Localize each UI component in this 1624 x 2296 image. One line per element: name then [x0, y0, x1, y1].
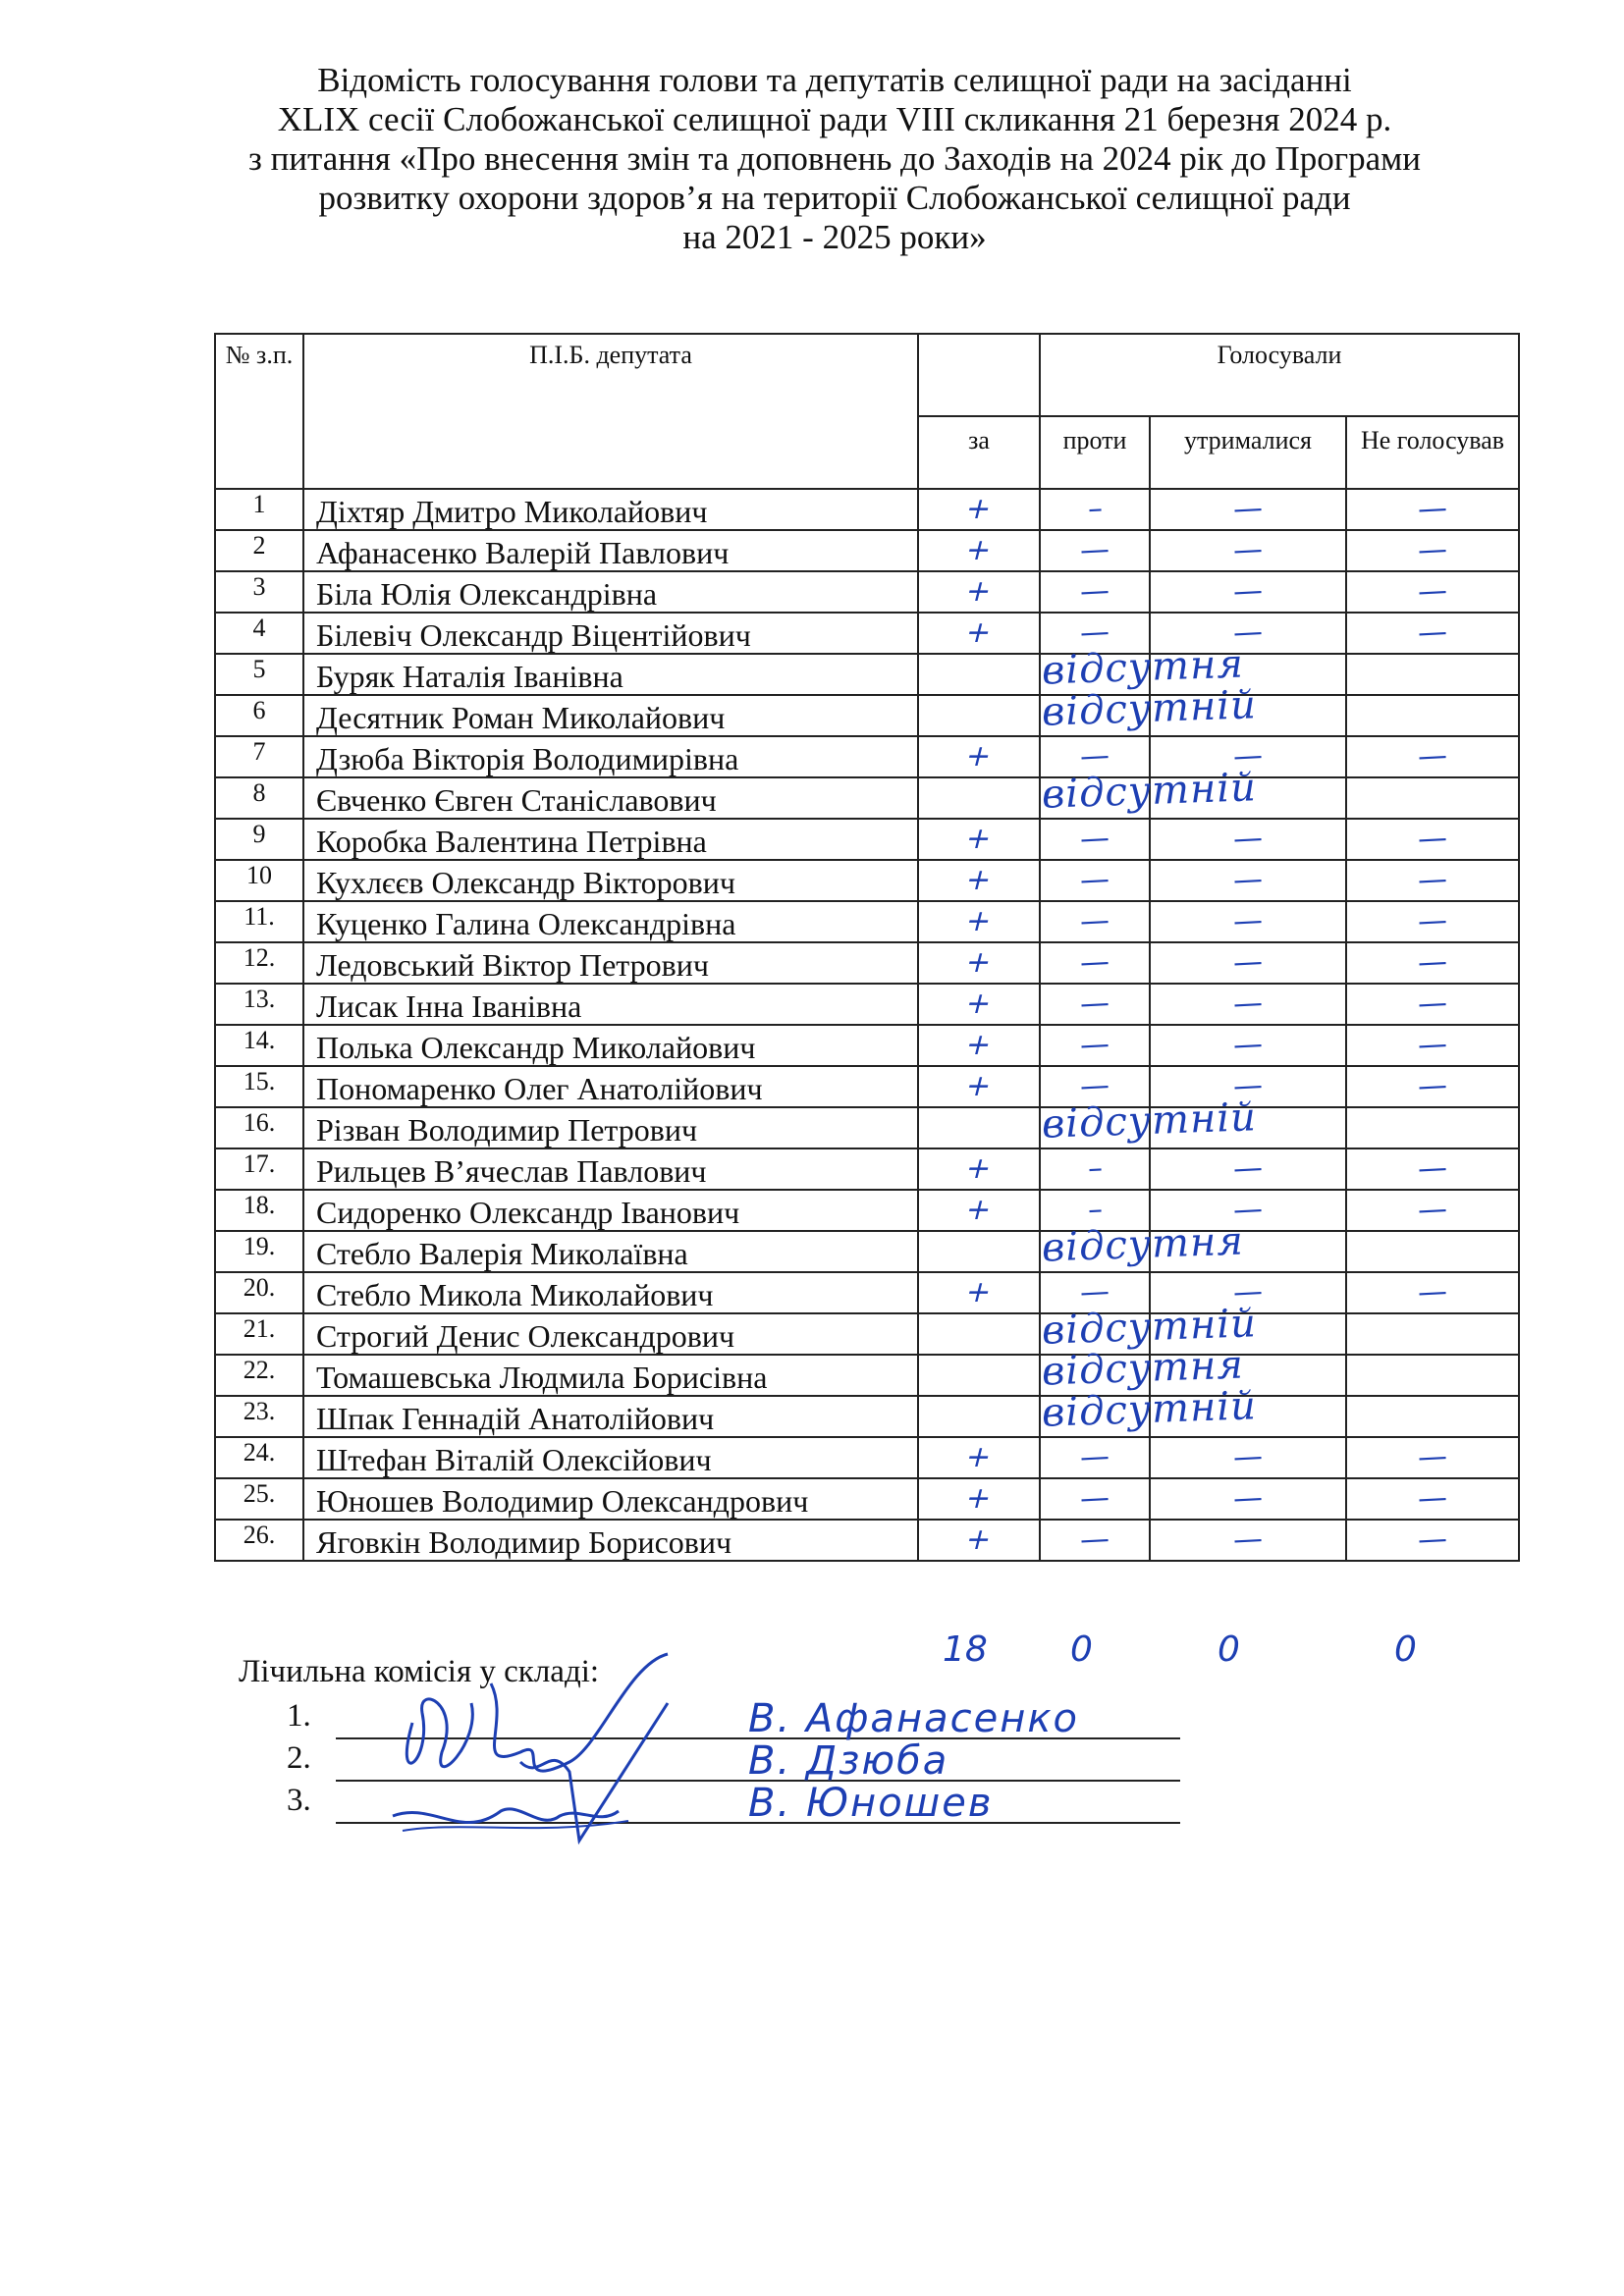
deputy-name: Сидоренко Олександр Іванович: [303, 1190, 918, 1231]
vote-abstained: [1150, 489, 1346, 530]
vote-for: [918, 819, 1040, 860]
deputy-name: Афанасенко Валерій Павлович: [303, 530, 918, 571]
vote-mark-dash: —: [1232, 614, 1264, 651]
vote-mark-dash: —: [1417, 491, 1448, 527]
deputy-name: Шпак Геннадій Анатолійович: [303, 1396, 918, 1437]
vote-mark-dash: —: [1232, 1439, 1264, 1475]
table-row: [215, 1231, 1519, 1272]
vote-against: [1040, 1148, 1150, 1190]
member-name: В. Афанасенко: [748, 1696, 1079, 1741]
vote-mark-dash: —: [1232, 1274, 1264, 1310]
row-number: 16.: [215, 1107, 303, 1148]
vote-against: [1040, 530, 1150, 571]
vote-mark-dash: —: [1079, 986, 1110, 1022]
vote-against: [1040, 1520, 1150, 1561]
vote-mark-dash: —: [1232, 1480, 1264, 1517]
vote-for: [918, 901, 1040, 942]
vote-abstained: [1150, 984, 1346, 1025]
vote-abstained: [1150, 777, 1346, 819]
vote-mark-dash: —: [1232, 944, 1264, 981]
deputy-name: Біла Юлія Олександрівна: [303, 571, 918, 613]
vote-mark-dash: —: [1079, 944, 1110, 981]
vote-for: [918, 860, 1040, 901]
vote-mark-dash: —: [1417, 1439, 1448, 1475]
header-number: № з.п.: [215, 334, 303, 489]
vote-not-voted: [1346, 1066, 1519, 1107]
table-row: [215, 489, 1519, 530]
table-row: [215, 777, 1519, 819]
vote-for: [918, 613, 1040, 654]
absent-note: відсутній: [1041, 1095, 1258, 1148]
vote-not-voted: [1346, 571, 1519, 613]
member-index: 2.: [287, 1740, 311, 1776]
total-abstained: 0: [1218, 1629, 1240, 1670]
vote-abstained: [1150, 1025, 1346, 1066]
vote-against: [1040, 1396, 1150, 1437]
vote-not-voted: [1346, 1396, 1519, 1437]
vote-against: [1040, 1437, 1150, 1478]
vote-for: [918, 1148, 1040, 1190]
row-number: 23.: [215, 1396, 303, 1437]
vote-abstained: [1150, 571, 1346, 613]
row-number: 14.: [215, 1025, 303, 1066]
vote-not-voted: [1346, 901, 1519, 942]
vote-not-voted: [1346, 1355, 1519, 1396]
vote-abstained: [1150, 695, 1346, 736]
table-row: [215, 1355, 1519, 1396]
vote-totals: [923, 1629, 1512, 1669]
deputy-name: Юношев Володимир Олександрович: [303, 1478, 918, 1520]
vote-not-voted: [1346, 860, 1519, 901]
vote-not-voted: [1346, 695, 1519, 736]
vote-for: [918, 682, 1258, 736]
vote-not-voted: [1346, 1520, 1519, 1561]
header-name: П.І.Б. депутата: [303, 334, 918, 489]
vote-mark-dash: —: [1079, 862, 1110, 898]
table-row: [215, 1066, 1519, 1107]
vote-mark-dash: —: [1232, 491, 1264, 527]
deputy-name: Буряк Наталія Іванівна: [303, 654, 918, 695]
deputy-name: Стебло Микола Миколайович: [303, 1272, 918, 1313]
vote-mark-plus: +: [962, 1440, 997, 1474]
absent-note: відсутній: [1041, 765, 1258, 818]
vote-mark-dash: –: [1086, 491, 1104, 527]
vote-mark-dash: —: [1232, 903, 1264, 939]
vote-for: [918, 1218, 1245, 1272]
table-row: [215, 1148, 1519, 1190]
vote-mark-plus: +: [962, 1522, 997, 1557]
deputy-name: Євченко Євген Станіславович: [303, 777, 918, 819]
total-not-voted: 0: [1394, 1629, 1417, 1670]
header-not-voted: Не голосував: [1346, 416, 1519, 489]
vote-not-voted: [1346, 777, 1519, 819]
vote-mark-dash: —: [1079, 1480, 1110, 1517]
deputy-name: Стебло Валерія Миколаївна: [303, 1231, 918, 1272]
vote-mark-dash: —: [1079, 1068, 1110, 1104]
header-voted: Голосували: [1040, 334, 1519, 416]
table-row: [215, 1396, 1519, 1437]
vote-abstained: [1150, 1148, 1346, 1190]
vote-for: [918, 1520, 1040, 1561]
vote-mark-dash: —: [1232, 1192, 1264, 1228]
vote-mark-plus: +: [962, 863, 997, 897]
vote-mark-plus: +: [962, 574, 997, 609]
row-number: 20.: [215, 1272, 303, 1313]
row-number: 2: [215, 530, 303, 571]
vote-for: [918, 736, 1040, 777]
vote-abstained: [1150, 942, 1346, 984]
vote-for: [918, 1066, 1040, 1107]
vote-mark-dash: —: [1079, 1439, 1110, 1475]
deputy-name: Полька Олександр Миколайович: [303, 1025, 918, 1066]
vote-not-voted: [1346, 1478, 1519, 1520]
vote-against: [1040, 1231, 1150, 1272]
title-line: на 2021 - 2025 роки»: [682, 218, 987, 256]
deputy-name: Ледовський Віктор Петрович: [303, 942, 918, 984]
table-row: [215, 1478, 1519, 1520]
table-row: [215, 819, 1519, 860]
vote-not-voted: [1346, 1107, 1519, 1148]
vote-mark-plus: +: [962, 1028, 997, 1062]
table-row: [215, 1025, 1519, 1066]
deputy-name: Лисак Інна Іванівна: [303, 984, 918, 1025]
vote-mark-dash: —: [1417, 862, 1448, 898]
deputy-name: Яговкін Володимир Борисович: [303, 1520, 918, 1561]
vote-abstained: [1150, 901, 1346, 942]
title-line: Відомість голосування голови та депутатів селищної ради на засіданні: [317, 61, 1352, 99]
vote-mark-dash: —: [1417, 573, 1448, 610]
member-name: В. Дзюба: [748, 1738, 949, 1784]
vote-for: [918, 1437, 1040, 1478]
vote-for: [918, 1095, 1258, 1148]
deputy-name: Куценко Галина Олександрівна: [303, 901, 918, 942]
vote-not-voted: [1346, 736, 1519, 777]
vote-against: [1040, 1478, 1150, 1520]
vote-mark-dash: —: [1232, 573, 1264, 610]
vote-abstained: [1150, 860, 1346, 901]
absent-note: відсутній: [1041, 1301, 1258, 1354]
vote-not-voted: [1346, 530, 1519, 571]
row-number: 15.: [215, 1066, 303, 1107]
vote-mark-dash: —: [1417, 614, 1448, 651]
vote-mark-plus: +: [962, 492, 997, 526]
vote-for: [918, 1025, 1040, 1066]
vote-for: [918, 571, 1040, 613]
vote-abstained: [1150, 1520, 1346, 1561]
table-row: [215, 613, 1519, 654]
table-row: [215, 736, 1519, 777]
vote-for: [918, 1383, 1258, 1437]
row-number: 17.: [215, 1148, 303, 1190]
vote-for: [918, 530, 1040, 571]
row-number: 12.: [215, 942, 303, 984]
vote-mark-dash: —: [1232, 1027, 1264, 1063]
vote-against: [1040, 942, 1150, 984]
total-against: 0: [1070, 1629, 1093, 1670]
vote-against: [1040, 901, 1150, 942]
table-row: [215, 1190, 1519, 1231]
vote-not-voted: [1346, 1272, 1519, 1313]
vote-for: [918, 984, 1040, 1025]
header-for: за: [918, 416, 1040, 489]
vote-mark-dash: —: [1079, 1522, 1110, 1558]
vote-not-voted: [1346, 942, 1519, 984]
deputy-name: Кухлєєв Олександр Вікторович: [303, 860, 918, 901]
vote-mark-dash: —: [1417, 903, 1448, 939]
row-number: 24.: [215, 1437, 303, 1478]
table-row: [215, 571, 1519, 613]
table-row: [215, 984, 1519, 1025]
vote-mark-dash: —: [1232, 986, 1264, 1022]
table-row: [215, 530, 1519, 571]
total-for: 18: [943, 1629, 988, 1670]
table-row: [215, 654, 1519, 695]
commission-label: Лічильна комісія у складі:: [239, 1654, 600, 1689]
vote-not-voted: [1346, 819, 1519, 860]
vote-mark-dash: —: [1079, 573, 1110, 610]
vote-mark-dash: —: [1079, 1274, 1110, 1310]
table-row: [215, 1272, 1519, 1313]
row-number: 18.: [215, 1190, 303, 1231]
vote-mark-dash: —: [1417, 1274, 1448, 1310]
vote-not-voted: [1346, 654, 1519, 695]
vote-mark-dash: —: [1079, 821, 1110, 857]
vote-for: [918, 1272, 1040, 1313]
vote-against: [1040, 777, 1150, 819]
vote-abstained: [1150, 1437, 1346, 1478]
deputy-name: Діхтяр Дмитро Миколайович: [303, 489, 918, 530]
vote-mark-dash: —: [1417, 738, 1448, 774]
vote-mark-plus: +: [962, 1151, 997, 1186]
vote-not-voted: [1346, 1313, 1519, 1355]
table-row: [215, 1520, 1519, 1561]
row-number: 8: [215, 777, 303, 819]
row-number: 9: [215, 819, 303, 860]
vote-mark-dash: —: [1232, 1150, 1264, 1187]
row-number: 13.: [215, 984, 303, 1025]
vote-mark-plus: +: [962, 945, 997, 980]
deputy-name: Пономаренко Олег Анатолійович: [303, 1066, 918, 1107]
voting-table: [214, 333, 1520, 1562]
vote-abstained: [1150, 1478, 1346, 1520]
table-row: [215, 695, 1519, 736]
row-number: 10: [215, 860, 303, 901]
row-number: 7: [215, 736, 303, 777]
vote-mark-plus: +: [962, 1275, 997, 1309]
vote-for: [918, 489, 1040, 530]
vote-mark-dash: —: [1079, 532, 1110, 568]
table-row: [215, 860, 1519, 901]
row-number: 26.: [215, 1520, 303, 1561]
vote-mark-dash: —: [1232, 862, 1264, 898]
vote-abstained: [1150, 530, 1346, 571]
absent-note: відсутній: [1041, 682, 1258, 735]
vote-against: [1040, 1107, 1150, 1148]
vote-not-voted: [1346, 1437, 1519, 1478]
member-name: В. Юношев: [748, 1781, 994, 1826]
vote-for: [918, 942, 1040, 984]
vote-not-voted: [1346, 613, 1519, 654]
row-number: 21.: [215, 1313, 303, 1355]
vote-not-voted: [1346, 1231, 1519, 1272]
vote-not-voted: [1346, 1148, 1519, 1190]
deputy-name: Білевіч Олександр Віцентійович: [303, 613, 918, 654]
member-index: 1.: [287, 1698, 311, 1734]
vote-against: [1040, 1025, 1150, 1066]
vote-mark-dash: —: [1417, 986, 1448, 1022]
title-line: з питання «Про внесення змін та доповнень до Заходів на 2024 рік до Програми: [248, 139, 1421, 178]
vote-mark-dash: —: [1079, 614, 1110, 651]
vote-for: [918, 1301, 1258, 1355]
vote-mark-dash: —: [1417, 821, 1448, 857]
row-number: 3: [215, 571, 303, 613]
absent-note: відсутня: [1041, 1218, 1245, 1271]
vote-not-voted: [1346, 984, 1519, 1025]
vote-mark-plus: +: [962, 615, 997, 650]
vote-abstained: [1150, 1396, 1346, 1437]
vote-abstained: [1150, 1231, 1346, 1272]
vote-mark-plus: +: [962, 822, 997, 856]
vote-mark-dash: —: [1232, 1522, 1264, 1558]
vote-mark-dash: —: [1079, 903, 1110, 939]
deputy-name: Десятник Роман Миколайович: [303, 695, 918, 736]
vote-mark-dash: —: [1417, 1027, 1448, 1063]
vote-against: [1040, 571, 1150, 613]
absent-note: відсутній: [1041, 1383, 1258, 1436]
row-number: 6: [215, 695, 303, 736]
vote-not-voted: [1346, 1190, 1519, 1231]
vote-not-voted: [1346, 489, 1519, 530]
vote-mark-plus: +: [962, 533, 997, 567]
signature-scribbles: [373, 1644, 707, 1880]
table-row: [215, 942, 1519, 984]
vote-mark-dash: —: [1417, 1522, 1448, 1558]
row-number: 1: [215, 489, 303, 530]
vote-mark-dash: —: [1232, 532, 1264, 568]
vote-for: [918, 641, 1245, 695]
vote-for: [918, 1190, 1040, 1231]
row-number: 25.: [215, 1478, 303, 1520]
vote-mark-dash: —: [1417, 532, 1448, 568]
vote-against: [1040, 489, 1150, 530]
vote-mark-dash: —: [1232, 738, 1264, 774]
table-row: [215, 1437, 1519, 1478]
vote-mark-dash: –: [1086, 1150, 1104, 1187]
row-number: 5: [215, 654, 303, 695]
table-row: [215, 1313, 1519, 1355]
vote-mark-dash: —: [1232, 1068, 1264, 1104]
row-number: 11.: [215, 901, 303, 942]
title-line: XLIX сесії Слобожанської селищної ради VIII скликання 21 березня 2024 р.: [277, 100, 1392, 138]
vote-against: [1040, 695, 1150, 736]
deputy-name: Дзюба Вікторія Володимирівна: [303, 736, 918, 777]
row-number: 19.: [215, 1231, 303, 1272]
document-title: [147, 61, 1522, 257]
deputy-name: Різван Володимир Петрович: [303, 1107, 918, 1148]
vote-mark-plus: +: [962, 1193, 997, 1227]
header-abstained: утрималися: [1150, 416, 1346, 489]
vote-for: [918, 765, 1258, 819]
vote-mark-dash: —: [1079, 1027, 1110, 1063]
vote-mark-dash: —: [1232, 821, 1264, 857]
vote-for: [918, 1478, 1040, 1520]
vote-mark-plus: +: [962, 1069, 997, 1103]
vote-mark-dash: —: [1417, 1192, 1448, 1228]
vote-against: [1040, 860, 1150, 901]
vote-abstained: [1150, 819, 1346, 860]
vote-mark-plus: +: [962, 987, 997, 1021]
vote-mark-dash: —: [1417, 1068, 1448, 1104]
vote-mark-plus: +: [962, 739, 997, 774]
vote-mark-plus: +: [962, 1481, 997, 1516]
deputy-name: Строгий Денис Олександрович: [303, 1313, 918, 1355]
vote-against: [1040, 984, 1150, 1025]
vote-mark-dash: —: [1417, 1480, 1448, 1517]
row-number: 4: [215, 613, 303, 654]
member-index: 3.: [287, 1783, 311, 1818]
vote-against: [1040, 819, 1150, 860]
vote-mark-dash: —: [1417, 1150, 1448, 1187]
vote-mark-dash: —: [1417, 944, 1448, 981]
vote-mark-dash: —: [1079, 738, 1110, 774]
vote-mark-dash: –: [1086, 1192, 1104, 1228]
deputy-name: Томашевська Людмила Борисівна: [303, 1355, 918, 1396]
absent-note: відсутня: [1041, 1342, 1245, 1395]
vote-abstained: [1150, 1107, 1346, 1148]
header-against: проти: [1040, 416, 1150, 489]
title-line: розвитку охорони здоров’я на території Слобожанської селищної ради: [318, 179, 1351, 217]
deputy-name: Штефан Віталій Олексійович: [303, 1437, 918, 1478]
absent-note: відсутня: [1041, 641, 1245, 694]
vote-for: [918, 1342, 1245, 1396]
vote-not-voted: [1346, 1025, 1519, 1066]
table-row: [215, 1107, 1519, 1148]
vote-mark-plus: +: [962, 904, 997, 938]
header-empty: [918, 334, 1040, 416]
deputy-name: Рильцев В’ячеслав Павлович: [303, 1148, 918, 1190]
table-row: [215, 901, 1519, 942]
row-number: 22.: [215, 1355, 303, 1396]
deputy-name: Коробка Валентина Петрівна: [303, 819, 918, 860]
